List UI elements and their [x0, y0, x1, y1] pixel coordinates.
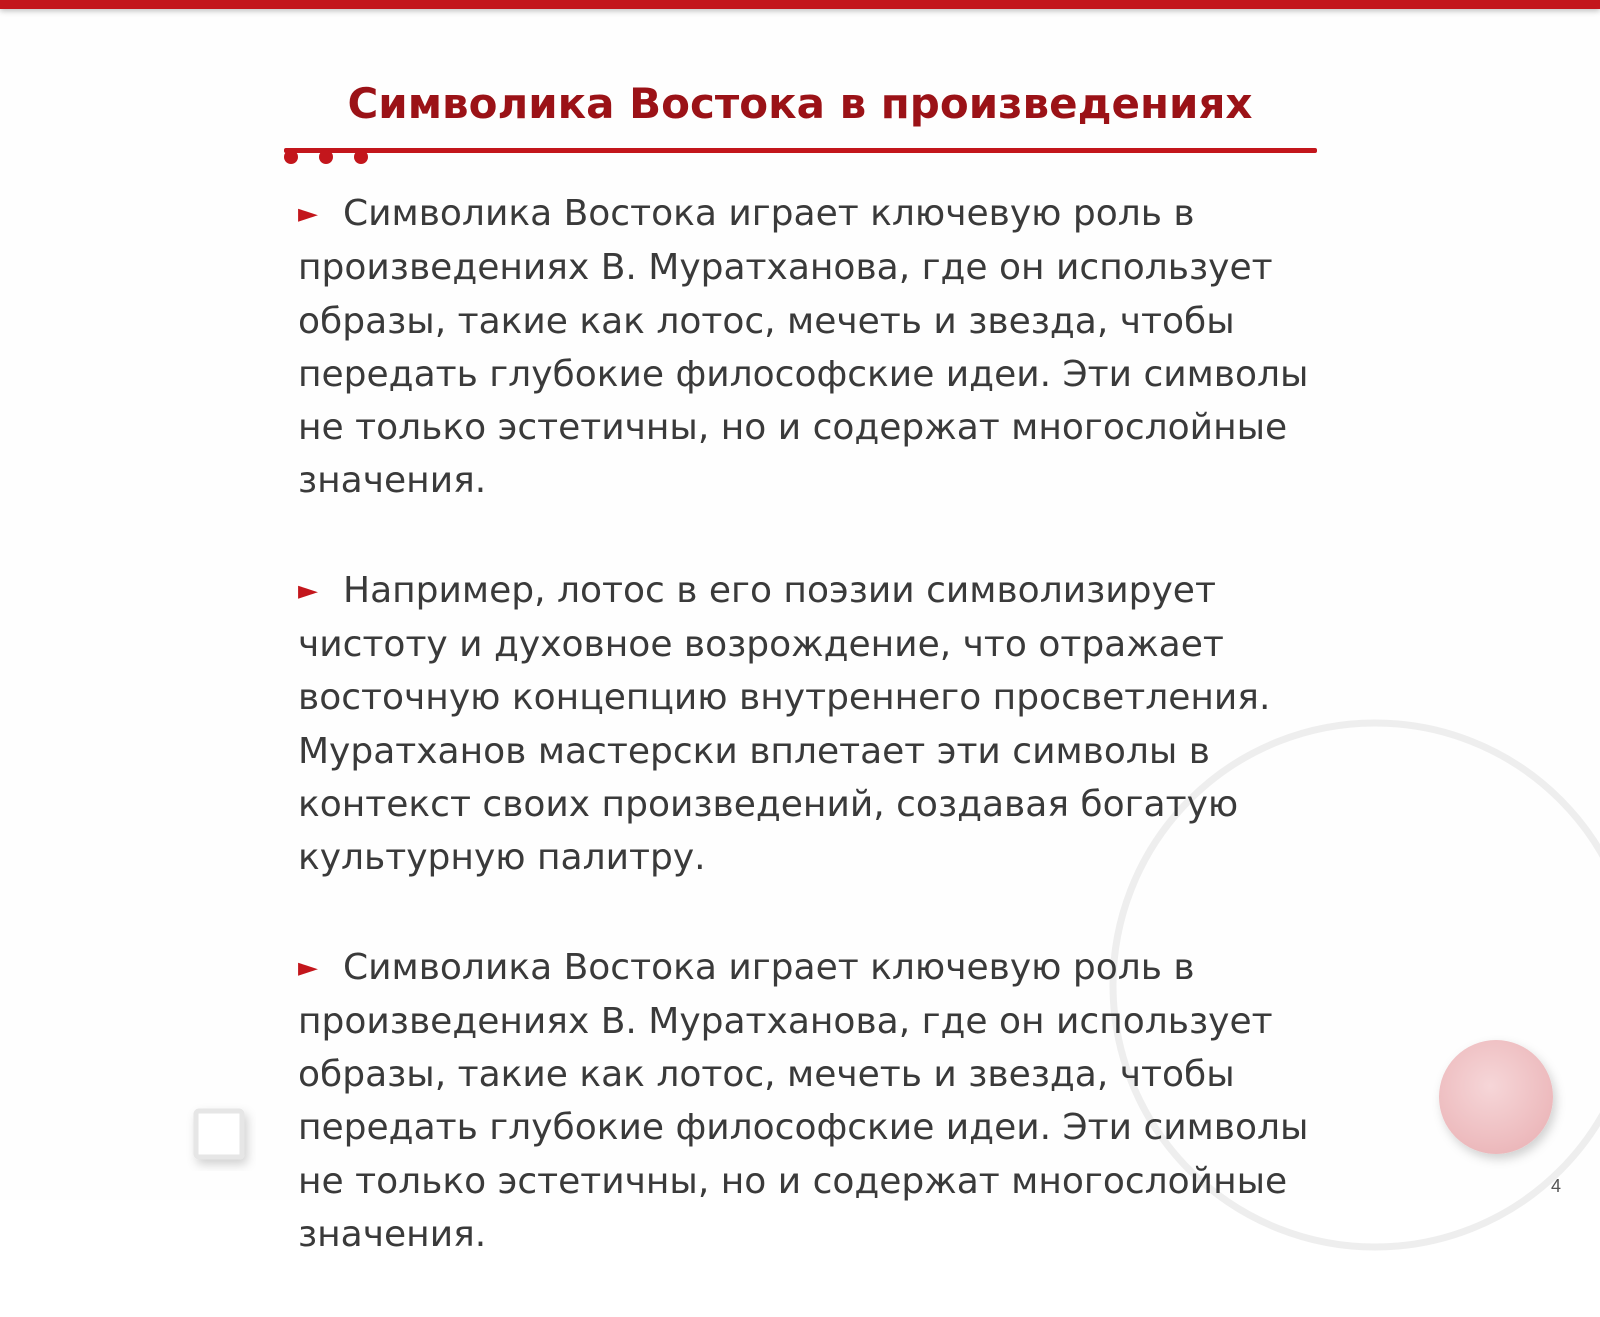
title-underline — [284, 148, 1317, 153]
bullet-arrow-icon: ► — [298, 952, 318, 983]
bullet-text: Символика Востока играет ключевую роль в произведениях В. Муратханова, где он использует образы, такие как лотос, мечеть и звезда, чтобы передать глубокие философские идеи. Эти символы не только эстетичны, но и содержат многослойные значения. — [298, 193, 1309, 502]
bullet-text: Символика Востока играет ключевую роль в произведениях В. Муратханова, где он использует образы, такие как лотос, мечеть и звезда, чтобы передать глубокие философские идеи. Эти символы не только эстетичны, но и содержат многослойные значения. — [298, 946, 1309, 1256]
bullet-text: Например, лотос в его поэзии символизирует чистоту и духовное возрождение, что отражает восточную концепцию внутреннего просветления. Муратханов мастерски вплетает эти символы в контекст своих произведений, создавая богатую культурную палитру. — [298, 569, 1271, 879]
bullet-item — [298, 564, 1318, 885]
slide-title: Символика Востока в произведениях — [347, 79, 1253, 128]
bullet-item — [298, 941, 1318, 1262]
pink-circle-decoration — [1439, 1040, 1553, 1154]
page-number: 4 — [1551, 1176, 1562, 1196]
bullet-arrow-icon: ► — [298, 575, 318, 606]
bullet-item — [298, 187, 1318, 508]
small-square-decoration — [196, 1111, 242, 1157]
bullet-list — [298, 187, 1318, 1317]
underline-dot — [319, 150, 333, 164]
underline-dot — [354, 150, 368, 164]
underline-dot — [284, 150, 298, 164]
bullet-arrow-icon: ► — [298, 199, 318, 229]
